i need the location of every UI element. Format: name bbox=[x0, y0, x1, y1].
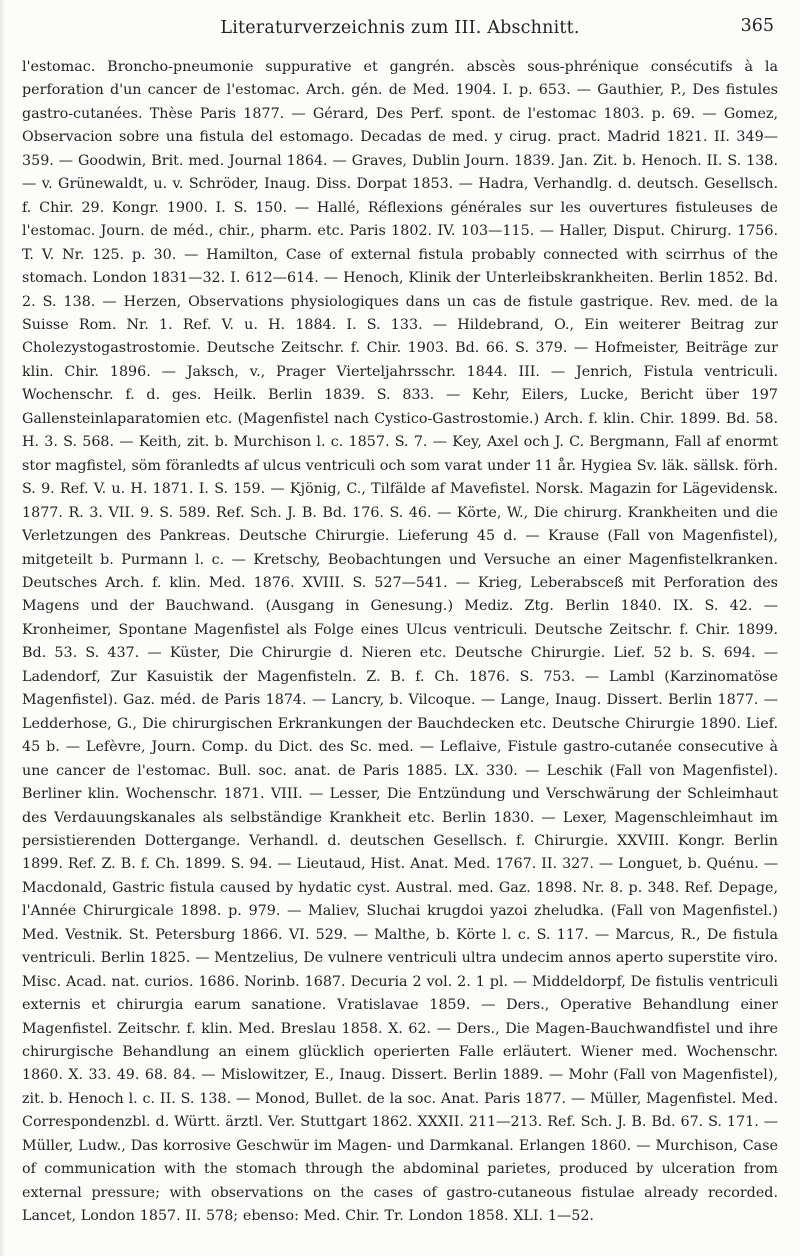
bibliography-text bbox=[22, 56, 778, 1229]
page-title: Literaturverzeichnis zum III. Abschnitt. bbox=[220, 18, 580, 38]
running-header bbox=[0, 14, 800, 44]
bibliography-paragraph bbox=[22, 56, 778, 1229]
page-edge-shadow bbox=[0, 0, 6, 1256]
bibliography-text-block: l'estomac. Broncho-pneumonie suppurative et gangrén. abscès sous-phrénique consécutifs à la perforation d'un cancer de l'estomac. Arch. gén. de Med. 1904. I. p. 653. — Gauthier, P., Des fistules gastro-cutanées. Thèse Paris 1877. — Gérard, Des Perf. spont. de l'estomac 1803. p. 69. — Gomez, Observacion sobre una fistula del estomago. Decadas de med. y cirug. pract. Madrid 1821. II. 349—359. — Goodwin, Brit. med. Journal 1864. — Graves, Dublin Journ. 1839. Jan. Zit. b. Henoch. II. S. 138. — v. Grünewaldt, u. v. Schröder, Inaug. Diss. Dorpat 1853. — Hadra, Verhandlg. d. deutsch. Gesellsch. f. Chir. 29. Kongr. 1900. I. S. 150. — Hallé, Réflexions générales sur les ouvertures fistuleuses de l'estomac. Journ. de méd., chir., pharm. etc. Paris 1802. IV. 103—115. — Haller, Disput. Chirurg. 1756. T. V. Nr. 125. p. 30. — Hamilton, Case of external fistula probably connected with scirrhus of the stomach. London 1831—32. I. 612—614. — Henoch, Klinik der Unterleibskrankheiten. Berlin 1852. Bd. 2. S. 138. — Herzen, Observations physiologiques dans un cas de fistule gastrique. Rev. med. de la Suisse Rom. Nr. 1. Ref. V. u. H. 1884. I. S. 133. — Hildebrand, O., Ein weiterer Beitrag zur Cholezystogastrostomie. Deutsche Zeitschr. f. Chir. 1903. Bd. 66. S. 379. — Hofmeister, Beiträge zur klin. Chir. 1896. — Jaksch, v., Prager Vierteljahrsschr. 1844. III. — Jenrich, Fistula ventriculi. Wochenschr. f. d. ges. Heilk. Berlin 1839. S. 833. — Kehr, Eilers, Lucke, Bericht über 197 Gallensteinlaparatomien etc. (Magenfistel nach Cystico-Gastrostomie.) Arch. f. klin. Chir. 1899. Bd. 58. H. 3. S. 568. — Keith, zit. b. Murchison l. c. 1857. S. 7. — Key, Axel och J. C. Bergmann, Fall af enormt stor magfistel, söm föranledts af ulcus ventriculi och som varat under 11 år. Hygiea Sv. läk. sällsk. förh. S. 9. Ref. V. u. H. 1871. I. S. 159. — Kjönig, C., Tilfälde af Mavefistel. Norsk. Magazin for Lägevidensk. 1877. R. 3. VII. 9. S. 589. Ref. Sch. J. B. Bd. 176. S. 46. — Körte, W., Die chirurg. Krankheiten und die Verletzungen des Pankreas. Deutsche Chirurgie. Lieferung 45 d. — Krause (Fall von Magenfistel), mitgeteilt b. Purmann l. c. — Kretschy, Beobachtungen und Versuche an einer Magenfistelkranken. Deutsches Arch. f. klin. Med. 1876. XVIII. S. 527—541. — Krieg, Leberabsceß mit Perforation des Magens und der Bauchwand. (Ausgang in Genesung.) Mediz. Ztg. Berlin 1840. IX. S. 42. — Kronheimer, Spontane Magenfistel als Folge eines Ulcus ventriculi. Deutsche Zeitschr. f. Chir. 1899. Bd. 53. S. 437. — Küster, Die Chirurgie d. Nieren etc. Deutsche Chirurgie. Lief. 52 b. S. 694. — Ladendorf, Zur Kasuistik der Magenfisteln. Z. B. f. Ch. 1876. S. 753. — Lambl (Karzinomatöse Magenfistel). Gaz. méd. de Paris 1874. — Lancry, b. Vilcoque. — Lange, Inaug. Dissert. Berlin 1877. — Ledderhose, G., Die chirurgischen Erkrankungen der Bauchdecken etc. Deutsche Chirurgie 1890. Lief. 45 b. — Lefèvre, Journ. Comp. du Dict. des Sc. med. — Leflaive, Fistule gastro-cutanée consecutive à une cancer de l'estomac. Bull. soc. anat. de Paris 1885. LX. 330. — Leschik (Fall von Magenfistel). Berliner klin. Wochenschr. 1871. VIII. — Lesser, Die Entzündung und Verschwärung der Schleimhaut des Verdauungskanales als selbständige Krankheit etc. Berlin 1830. — Lexer, Magenschleimhaut im persistierenden Dottergange. Verhandl. d. deutschen Gesellsch. f. Chirurgie. XXVIII. Kongr. Berlin 1899. Ref. Z. B. f. Ch. 1899. S. 94. — Lieutaud, Hist. Anat. Med. 1767. II. 327. — Longuet, b. Quénu. — Macdonald, Gastric fistula caused by hydatic cyst. Austral. med. Gaz. 1898. Nr. 8. p. 348. Ref. Depage, l'Année Chirurgicale 1898. p. 979. — Maliev, Sluchai krugdoi yazoi zheludka. (Fall von Magenfistel.) Med. Vestnik. St. Petersburg 1866. VI. 529. — Malthe, b. Körte l. c. S. 117. — Marcus, R., De fistula ventriculi. Berlin 1825. — Mentzelius, De vulnere ventriculi ultra undecim annos aperto superstite viro. Misc. Acad. nat. curios. 1686. Norinb. 1687. Decuria 2 vol. 2. 1 pl. — Middeldorpf, De fistulis ventriculi externis et chirurgia earum sanatione. Vratislavae 1859. — Ders., Operative Behandlung einer Magenfistel. Zeitschr. f. klin. Med. Breslau 1858. X. 62. — Ders., Die Magen-Bauchwandfistel und ihre chirurgische Behandlung an einem glücklich operierten Falle erläutert. Wiener med. Wochenschr. 1860. X. 33. 49. 68. 84. — Mislowitzer, E., Inaug. Dissert. Berlin 1889. — Mohr (Fall von Magenfistel), zit. b. Henoch l. c. II. S. 138. — Monod, Bullet. de la soc. Anat. Paris 1877. — Müller, Magenfistel. Med. Correspondenzbl. d. Württ. ärztl. Ver. Stuttgart 1862. XXXII. 211—213. Ref. Sch. J. B. Bd. 67. S. 171. — Müller, Ludw., Das korrosive Geschwür im Magen- und Darmkanal. Erlangen 1860. — Murchison, Case of communication with the stomach through the abdominal parietes, produced by ulceration from external pressure; with observations on the cases of gastro-cutaneous fistulae already recorded. Lancet, London 1857. II. 578; ebenso: Med. Chir. Tr. London 1858. XLI. 1—52. bbox=[22, 59, 778, 1225]
page-number: 365 bbox=[740, 16, 774, 36]
